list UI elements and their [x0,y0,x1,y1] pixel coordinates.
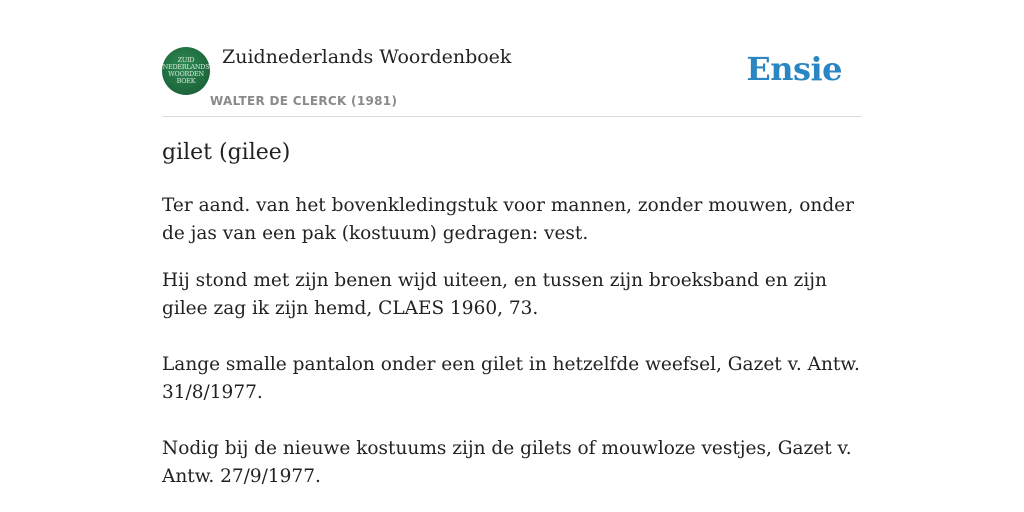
example-item: Lange smalle pantalon onder een gilet in hetzelfde weefsel, Gazet v. Antw. 31/8/1977. [162,354,860,403]
logo-text: ZUID NEDERLANDS WOORDEN BOEK [162,56,210,85]
example-item: Hij stond met zijn benen wijd uiteen, en tussen zijn broeksband en zijn gilee zag ik zijn hemd, CLAES 1960, 73. [162,270,827,319]
dictionary-header [162,40,862,117]
example-item: Nodig bij de nieuwe kostuums zijn de gilets of mouwloze vestjes, Gazet v. Antw. 27/9/1977. [162,438,852,487]
dictionary-title[interactable]: Zuidnederlands Woordenboek [222,46,512,68]
dictionary-author: WALTER DE CLERCK (1981) [210,94,398,108]
entry-headword: gilet (gilee) [162,140,291,165]
example-list [162,267,862,512]
entry-definition: Ter aand. van het bovenkledingstuk voor mannen, zonder mouwen, onder de jas van een pak (kostuum) gedragen: vest. [162,195,854,244]
ensie-logo-link[interactable]: Ensie [746,50,842,88]
dictionary-logo[interactable] [162,47,210,95]
